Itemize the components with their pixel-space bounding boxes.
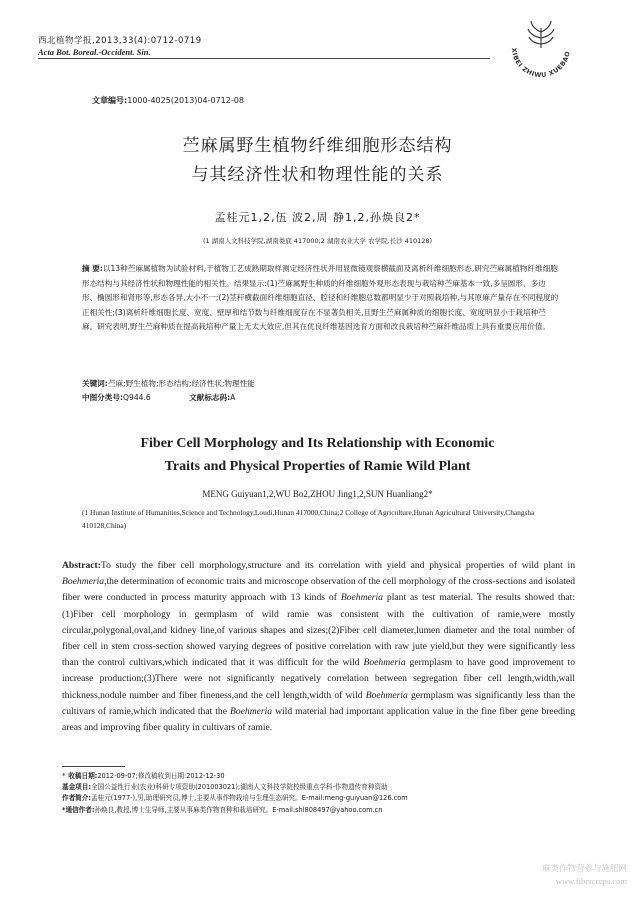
footnote-author-bio: 作者简介:孟桂元(1977-),男,助理研究员,博士,主要从事作物栽培与生理生态研究。E-mail:meng-guiyuan@126.com [62,794,408,803]
footnote-received: * 收稿日期:2012-09-07;修改稿收到日期:2012-12-30 [62,772,225,780]
journal-name: 西北植物学报,2013,33(4):0712-0719 [38,36,202,46]
journal-issue: 2013,33(4):0712-0719 [95,36,202,46]
header-divider [38,58,490,59]
journal-name-en: Acta Bot. Boreal.-Occident. Sin. [38,47,151,57]
keywords-chinese: 关键词:苎麻;野生植物;形态结构;经济性状;物理性能 [82,379,255,388]
logo-text: XIBEI ZHIWU XUEBAO [509,47,572,80]
affiliations-english: (1 Hunan Institute of Humanities,Science and Technology,Loudi,Hunan 417000,China;2 College of Agriculture,Hunan Agricultural University,Changsha 410128,China) [82,508,535,530]
svg-text:XIBEI ZHIWU XUEBAO [510,48,572,80]
affiliations-chinese: (1 湖南人文科技学院,湖南娄底 417000;2 湖南农业大学 农学院,长沙 410128) [202,237,433,245]
title-english: Fiber Cell Morphology and Its Relationship with Economic Traits and Physical Properties of Ramie Wild Plant [140,436,495,474]
abstract-english: Abstract:To study the fiber cell morphology,structure and its correlation with yield and physical properties of wild plant in Boehmeria,the determination of economic traits and microscope observation of the cell morphology of the cross-sections and isolated fiber were conducted in process maturity approach with 13 kinds of Boehmeria plant as test material. The results showed that:(1)Fiber cell morphology in germplasm of wild ramie was consistent with the cultivation of ramie,were mostly circular,polygonal,oval,and kidney line,of various shapes and sizes;(2)Fiber cell diameter,lumen diameter and the total number of fiber cell in stem cross-section showed varying degrees of positive correlation with raw jute yield,but they were significantly less than the control cultivars,which indicated that it was difficult for the wild Boehmeria germplasm to have good improvement to increase production;(3)There were not significantly negatively correlation between segregation fiber cell length,width,wall thickness,nodule number and fiber fineness,and the cell length,width of wild Boehmeria germplasm was significantly less than the cultivars of ramie,which indicated that the Boehmeria wild material had important application value in the fine fiber gene breeding areas and improving fiber quality in cultivars of ramie. [62,560,576,734]
authors-english: MENG Guiyuan1,2,WU Bo2,ZHOU Jing1,2,SUN Huanliang2* [202,489,433,499]
footnote-funding: 基金项目:全国公益性行业(农业)科研专项资助(201003021);湖南人文科技学院校级重点学科-作物遗传育种资助 [62,783,388,792]
authors-chinese: 孟桂元1,2,伍 波2,周 静1,2,孙焕良2* [214,211,421,224]
abstract-chinese: 摘 要:以13种苎麻属植物为试验材料,于植物工艺成熟期取样测定经济性状并用显微镜观察横截面及离析纤维细胞形态,研究苎麻属植物纤维细胞形态结构与其经济性状和物理性能的相关性。结果显示:(1)苎麻属野生种质的纤维细胞外观形态表现与栽培种苎麻基本一致,多呈圆形、多边形、椭圆形和肾形等,形态各异,大小不一;(2)茎秆横截面纤维细胞直径、腔径和纤维胞总数都明显少于对照栽培种,与其原麻产量存在不同程度的正相关性;(3)离析纤维细胞长度、宽度、壁厚和结节数与纤维细度存在不显著负相关,且野生苎麻属种质的细胞长度、宽度明显小于栽培种苎麻。研究表明,野生苎麻种质在提高栽培种产量上无太大效应,但其在优良纤维基因选育方面和改良栽培种苎麻纤维品质上具有重要应用价值。 [82,264,559,332]
footnotes [62,771,552,816]
article-number: 文章编号:1000-4025(2013)04-0712-08 [92,96,244,105]
classification-chinese: 中图分类号:Q944.6 文献标志码:A [82,393,236,402]
watermark: 麻类作物营养与施肥网 www.fibercrops.com [541,864,627,886]
footnote-divider [62,766,125,767]
title-chinese: 苎麻属野生植物纤维细胞形态结构 与其经济性状和物理性能的关系 [182,136,453,185]
journal-logo-icon [502,18,580,86]
footnote-corresponding: *通信作者:孙焕良,教授,博士生导师,主要从事麻类作物育种和栽培研究。E-mail:shl808497@yahoo.com.cn [62,805,383,814]
